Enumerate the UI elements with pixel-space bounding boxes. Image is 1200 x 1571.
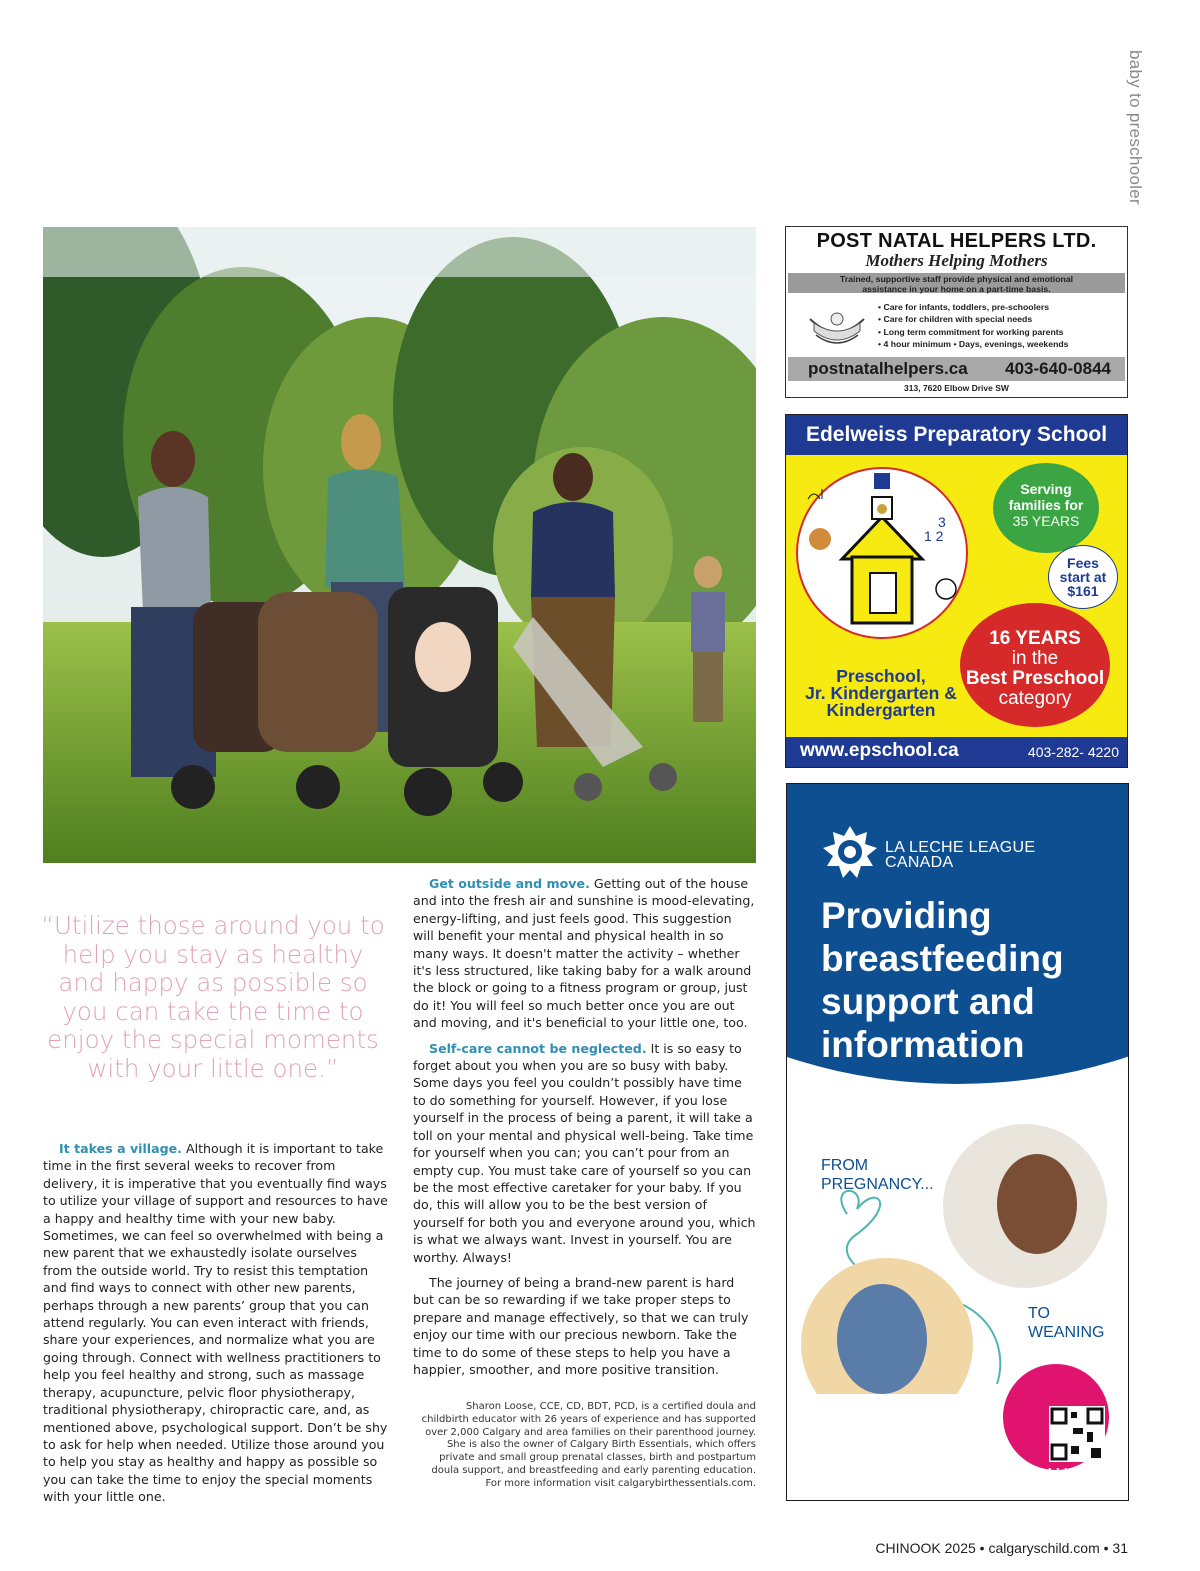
- logo-line: CANADA: [885, 854, 954, 871]
- programs-line: Preschool,: [836, 666, 926, 686]
- la-leche-league-ad[interactable]: [786, 783, 1129, 1501]
- qr-code-icon[interactable]: [1049, 1406, 1105, 1462]
- badge-line: $161: [1067, 583, 1099, 599]
- label-line: FROM: [821, 1157, 869, 1174]
- award-badge: [960, 603, 1110, 727]
- list-item: • Care for infants, toddlers, pre-schoolers: [878, 302, 1050, 312]
- ad-logo-text: [885, 840, 1035, 870]
- paragraph: [413, 875, 756, 1032]
- fees-badge: [1048, 545, 1118, 609]
- svg-text:1 2: 1 2: [924, 528, 944, 544]
- badge-line: Serving: [1020, 481, 1072, 497]
- badge-line: Best Preschool: [965, 668, 1105, 689]
- ad-intro-line: Trained, supportive staff provide physical and emotional: [839, 274, 1074, 284]
- ad-website-link[interactable]: www.epschool.ca: [800, 740, 959, 761]
- park-photo: [43, 227, 756, 863]
- badge-line: 16 YEARS: [989, 628, 1081, 649]
- list-item: • 4 hour minimum • Days, evenings, weekends: [878, 339, 1069, 350]
- badge-line: category: [998, 688, 1072, 709]
- logo-line: LA LECHE LEAGUE: [885, 839, 1036, 856]
- cradle-icon: [806, 305, 868, 349]
- heart-line-decoration: [787, 1114, 1128, 1394]
- paragraph-lead: It takes a village.: [59, 1141, 182, 1156]
- article-column-left: [43, 1140, 388, 1514]
- paragraph: [43, 1140, 388, 1506]
- badge-line: families for: [1008, 497, 1084, 513]
- badge-line: Fees: [1067, 555, 1099, 571]
- paragraph: [413, 1040, 756, 1266]
- ad-headline: Providing breastfeeding support and information: [821, 895, 1064, 1065]
- ad-address: 313, 7620 Elbow Drive SW: [904, 383, 1009, 393]
- badge-line: start at: [1059, 569, 1107, 585]
- label-line: TO: [1028, 1305, 1050, 1322]
- serving-badge: [993, 463, 1099, 553]
- pull-quote: “Utilize those around you to help you stay as healthy and happy as possible so you can take the time to enjoy the special moments with your little one.”: [41, 911, 385, 1083]
- ad-title: Edelweiss Preparatory School: [805, 423, 1108, 446]
- article-column-right: [413, 875, 756, 1386]
- ad-subtitle: Mothers Helping Mothers: [865, 251, 1048, 270]
- ad-footer: [786, 737, 1127, 767]
- to-label: [1028, 1304, 1104, 1342]
- paragraph-text: It is so easy to forget about you when you are so busy with baby. Some days you feel you couldn’t possibly have time to do something for yourself. However, if you lose yourself in the process of being a parent, it will take a toll on your mental and physical well-being. Take time for yourself when you can; you can’t pour from an empty cup. You must take care of yourself so you can be the most effective caretaker for your baby. If you do, this will allow you to be the best version of yourself for both you and everyone around you, which is what we always want. Invest in yourself. You are worthy. Always!: [413, 1040, 756, 1265]
- paragraph-text: The journey of being a brand-new parent is hard but can be so rewarding if we take proper steps to prepare and manage effectively, so that we can truly enjoy our time with our precious newborn. Take the time to do some of these steps to help you have a happier, smoother, and more positive transition.: [413, 1274, 749, 1377]
- badge-line: in the: [1011, 648, 1059, 669]
- services-list: [878, 301, 1069, 351]
- ad-intro: [786, 274, 1127, 294]
- programs-line: Kindergarten: [826, 700, 936, 720]
- ad-phone: 403-282- 4220: [1027, 744, 1119, 760]
- paragraph-lead: Get outside and move.: [429, 876, 590, 891]
- section-label-text: baby to preschooler: [1126, 50, 1145, 206]
- paragraph-text: Although it is important to take time in the first several weeks to recover from delivery, it is imperative that you eventually find ways to utilize your village of support and resources to have a happy and healthy time with your new baby. Sometimes, we can feel so overwhelmed with being a new parent that we exhaustedly isolate ourselves from the outside world. Try to resist this temptation and find ways to connect with other new parents, perhaps through a new parents’ group that you can attend regularly. You can even interact with friends, share your experiences, and normalize what you are going through. Connect with wellness practitioners to help you feel healthy and strong, such as massage therapy, acupuncture, pelvic floor physiotherapy, traditional physiotherapy, chiropractic care, and, as mentioned above, psychological support. Don’t be shy to ask for help when needed. Utilize those around you to help you stay as healthy and happy as possible so you can take the time to enjoy the special moments with your little one.: [43, 1141, 388, 1505]
- ad-website-link[interactable]: postnatalhelpers.ca: [808, 359, 968, 378]
- paragraph: [413, 1274, 756, 1378]
- list-item: • Care for children with special needs: [878, 314, 1033, 325]
- section-label: [1122, 50, 1148, 240]
- ad-header: [786, 415, 1127, 455]
- mothers-with-strollers-illustration: [43, 227, 756, 863]
- ad-website-link[interactable]: LLLC.ca: [1048, 1465, 1100, 1480]
- svg-text:3: 3: [938, 514, 946, 530]
- ad-phone: 403-640-0844: [1005, 359, 1111, 378]
- mother-child-logo-icon: [821, 824, 879, 882]
- paragraph-lead: Self-care cannot be neglected.: [429, 1040, 647, 1056]
- paragraph-text: Getting out of the house and into the fresh air and sunshine is mood-elevating, energy-lifting, and just feels good. This suggestion will benefit your mental and physical health in so many ways. It doesn't matter the activity – whether it's less structured, like taking baby for a walk around the block or going to a fitness program or group, just do it! You will feel so much better once you are out and moving, and it's beneficial to your little one, too.: [413, 876, 755, 1031]
- ad-intro-line: assistance in your home on a part-time basis.: [862, 284, 1051, 294]
- post-natal-helpers-ad[interactable]: [785, 226, 1128, 398]
- label-line: WEANING: [1028, 1324, 1105, 1341]
- label-line: PREGNANCY...: [821, 1176, 934, 1193]
- ad-title: POST NATAL HELPERS LTD.: [816, 230, 1097, 252]
- edelweiss-school-ad[interactable]: [785, 414, 1128, 768]
- author-bio: Sharon Loose, CCE, CD, BDT, PCD, is a certified doula and childbirth educator with 26 years of experience and has supported over 2,000 Calgary and area families on their parenthood journey. She is also the owner of Calgary Birth Essentials, which offers private and small group prenatal classes, birth and postpartum doula support, and breastfeeding and early parenting education. For more information visit calgarybirthessentials.com.: [421, 1401, 756, 1489]
- page-footer: CHINOOK 2025 • calgaryschild.com • 31: [875, 1540, 1128, 1556]
- badge-line: 35 YEARS: [1012, 513, 1080, 529]
- school-logo-circle: [796, 467, 968, 639]
- programs-line: Jr. Kindergarten &: [805, 683, 957, 703]
- schoolhouse-icon: [798, 469, 966, 637]
- programs-text: [796, 668, 966, 719]
- list-item: • Long term commitment for working parents: [878, 326, 1064, 337]
